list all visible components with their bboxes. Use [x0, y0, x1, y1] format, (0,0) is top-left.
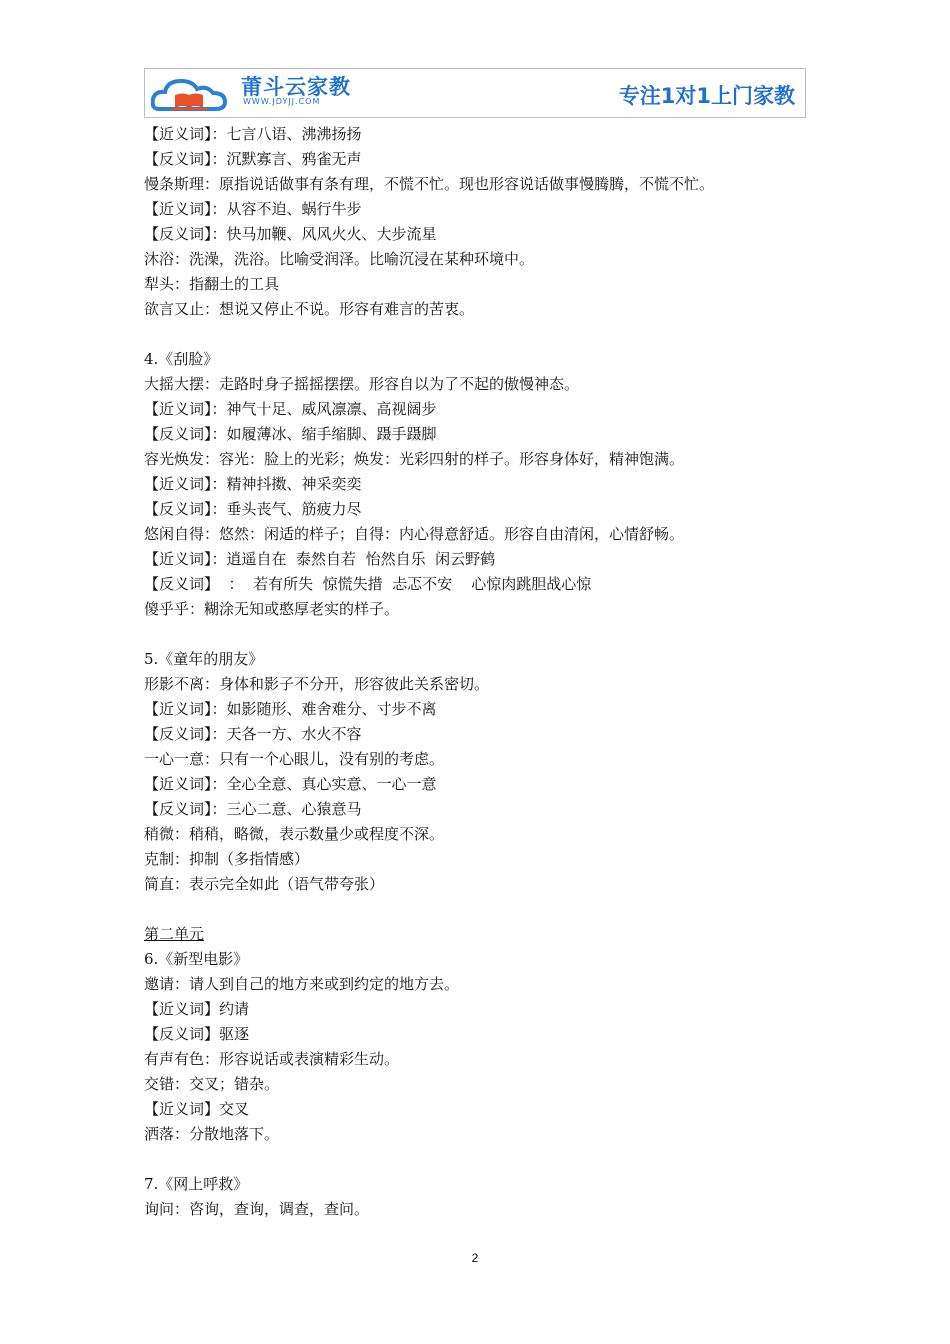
blank-line [144, 622, 824, 647]
text-line: 7.《网上呼救》 [144, 1175, 249, 1193]
text-line: 犁头：指翻土的工具 [144, 275, 280, 293]
text-line: 【反义词】：天各一方、水火不容 [144, 725, 362, 743]
text-line: 稍微：稍稍，略微，表示数量少或程度不深。 [144, 825, 445, 843]
text-line: 大摇大摆：走路时身子摇摇摆摆。形容自以为了不起的傲慢神态。 [144, 375, 580, 393]
text-line: 欲言又止：想说又停止不说。形容有难言的苦衷。 [144, 300, 475, 318]
text-line: 询问：咨询，查询，调查，查问。 [144, 1200, 370, 1218]
text-line: 沐浴：洗澡，洗浴。比喻受润泽。比喻沉浸在某种环境中。 [144, 250, 535, 268]
text-line: 【近义词】约请 [144, 1000, 250, 1018]
blank-line [144, 897, 824, 922]
text-line: 【近义词】：七言八语、沸沸扬扬 [144, 125, 362, 143]
blank-line [144, 1147, 824, 1172]
text-line: 【反义词】：如履薄冰、缩手缩脚、蹑手蹑脚 [144, 425, 437, 443]
text-line: 【近义词】：从容不迫、蜗行牛步 [144, 200, 362, 218]
text-line: 容光焕发：容光：脸上的光彩；焕发：光彩四射的样子。形容身体好，精神饱满。 [144, 450, 685, 468]
text-line: 【近义词】：精神抖擞、神采奕奕 [144, 475, 362, 493]
text-line: 【反义词】：垂头丧气、筋疲力尽 [144, 500, 362, 518]
blank-line [144, 322, 824, 347]
text-line: 5.《童年的朋友》 [144, 650, 264, 668]
header-slogan: 专注1对1上门家教 [618, 84, 795, 108]
text-line: 【反义词】：沉默寡言、鸦雀无声 [144, 150, 362, 168]
text-line: 4.《刮脸》 [144, 350, 219, 368]
text-line: 【近义词】：逍遥自在 泰然自若 怡然自乐 闲云野鹤 [144, 550, 496, 568]
page-header [144, 68, 806, 118]
page-number: 2 [471, 1251, 479, 1265]
text-line: 简直：表示完全如此（语气带夸张） [144, 875, 385, 893]
text-line: 悠闲自得：悠然：闲适的样子；自得：内心得意舒适。形容自由清闲，心情舒畅。 [144, 525, 685, 543]
text-line: 克制：抑制（多指情感） [144, 850, 310, 868]
text-line: 【近义词】：神气十足、威风凛凛、高视阔步 [144, 400, 437, 418]
brand-name: 莆斗云家教 [241, 75, 351, 99]
text-line: 【近义词】交叉 [144, 1100, 250, 1118]
text-line: 6.《新型电影》 [144, 950, 249, 968]
text-line: 形影不离：身体和影子不分开，形容彼此关系密切。 [144, 675, 490, 693]
document-body [144, 122, 824, 1222]
text-line: 【反义词】驱逐 [144, 1025, 250, 1043]
section-heading: 第二单元 [144, 925, 205, 943]
text-line: 【反义词】 ： 若有所失 惊慌失措 忐忑不安 心惊肉跳胆战心惊 [144, 575, 592, 593]
text-line: 一心一意：只有一个心眼儿，没有别的考虑。 [144, 750, 445, 768]
text-line: 【反义词】：三心二意、心猿意马 [144, 800, 362, 818]
text-line: 洒落：分散地落下。 [144, 1125, 280, 1143]
text-line: 交错：交叉；错杂。 [144, 1075, 280, 1093]
text-line: 傻乎乎：糊涂无知或憨厚老实的样子。 [144, 600, 400, 618]
text-line: 有声有色：形容说话或表演精彩生动。 [144, 1050, 400, 1068]
text-line: 【反义词】：快马加鞭、风风火火、大步流星 [144, 225, 437, 243]
text-line: 慢条斯理：原指说话做事有条有理，不慌不忙。现也形容说话做事慢腾腾，不慌不忙。 [144, 175, 715, 193]
brand-url: WWW.JDYJJ.COM [243, 97, 321, 106]
text-line: 【近义词】：如影随形、难舍难分、寸步不离 [144, 700, 437, 718]
text-line: 邀请：请人到自己的地方来或到约定的地方去。 [144, 975, 460, 993]
text-line: 【近义词】：全心全意、真心实意、一心一意 [144, 775, 437, 793]
